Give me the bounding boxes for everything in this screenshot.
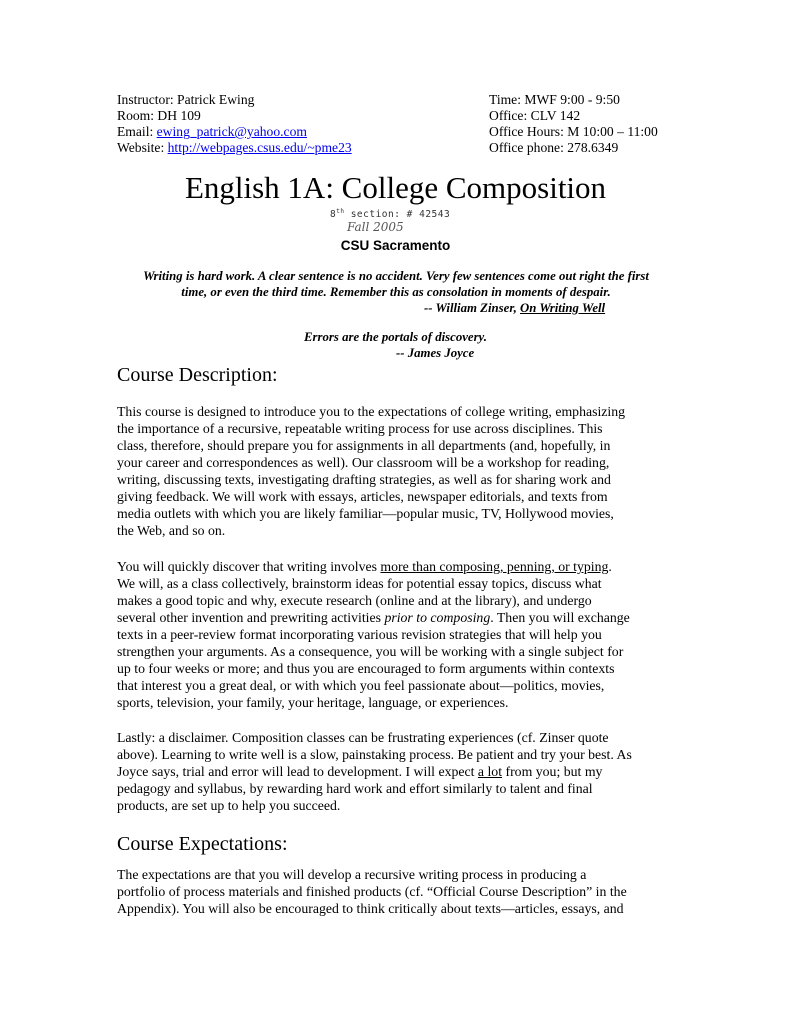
joyce-attribution: -- James Joyce (396, 346, 475, 360)
joyce-quote: Errors are the portals of discovery. (304, 330, 487, 344)
room: Room: DH 109 (117, 108, 201, 123)
zinser-attribution: -- William Zinser, On Writing Well (424, 301, 606, 315)
website-row (117, 140, 352, 156)
underlined-phrase: more than composing, penning, or typing (380, 559, 609, 574)
class-time: Time: MWF 9:00 - 9:50 (489, 92, 620, 107)
schedule-info (489, 92, 658, 156)
email-link[interactable]: ewing_patrick@yahoo.com (156, 124, 307, 139)
instructor-info (117, 92, 352, 156)
office-hours: Office Hours: M 10:00 – 11:00 (489, 124, 658, 139)
term: Fall 2005 (347, 220, 404, 234)
expectations-paragraph-1: The expectations are that you will develop a recursive writing process in producing a portfolio of process materials and finished products (cf. “Official Course Description” in the Appendix). You will also be encouraged to think critically about texts—articles, essays, and (117, 867, 627, 916)
email-row (117, 124, 352, 140)
website-link[interactable]: http://webpages.csus.edu/~pme23 (167, 140, 352, 155)
zinser-quote-line2: time, or even the third time. Remember this as consolation in moments of despair. (181, 285, 611, 299)
description-paragraph-1: This course is designed to introduce you to the expectations of college writing, emphasizing the importance of a recursive, repeatable writing process for use across disciplines. This class, therefore, should prepare you for assignments in all departments (and, hopefully, in your career and correspondences as well). Our classroom will be a workshop for reading, writing, discussing texts, investigating drafting strategies, as well as for sharing work and giving feedback. We will work with essays, articles, newspaper editorials, and texts from media outlets with which you are likely familiar—popular music, TV, Hollywood movies, the Web, and so on. (117, 404, 626, 538)
description-paragraph-3: Lastly: a disclaimer. Composition classes can be frustrating experiences (cf. Zinser quote above). Learning to write well is a slow, painstaking process. Be patient and try your best. As Joyce says, trial and error will lead to development. I will expect a lot from you; but my pedagogy and syllabus, by rewarding hard work and effort similarly to talent and final products, are set up to help you succeed. (117, 730, 632, 813)
underlined-phrase: a lot (477, 764, 503, 779)
description-paragraph-2: You will quickly discover that writing involves more than composing, penning, or typing. We will, as a class collectively, brainstorm ideas for potential essay topics, discuss what makes a good topic and why, execute research (online and at the library), and undergo several other invention and prewriting activities prior to composing. Then you will exchange texts in a peer-review format incorporating various revision strategies that will help you strengthen your arguments. As a consequence, you will be working with a single subject for up to four weeks or more; and thus you are encouraged to form arguments within contexts that interest you a great deal, or with which you feel passionate about—politics, movies, sports, television, your family, your heritage, language, or experiences. (117, 559, 630, 710)
instructor-name: Instructor: Patrick Ewing (117, 92, 255, 107)
zinser-quote-line1: Writing is hard work. A clear sentence is no accident. Very few sentences come out right the first (143, 269, 649, 283)
office-phone: Office phone: 278.6349 (489, 140, 619, 155)
school-name: CSU Sacramento (340, 238, 451, 253)
book-title: On Writing Well (520, 301, 606, 315)
website-label: Website: (117, 140, 168, 155)
course-expectations-heading: Course Expectations: (117, 833, 288, 855)
section-number: 8th section: # 42543 (330, 208, 451, 220)
email-label: Email: (117, 124, 157, 139)
office: Office: CLV 142 (489, 108, 581, 123)
page-title: English 1A: College Composition (184, 170, 607, 205)
italic-phrase: prior to composing (384, 610, 491, 625)
course-description-heading: Course Description: (117, 364, 278, 386)
